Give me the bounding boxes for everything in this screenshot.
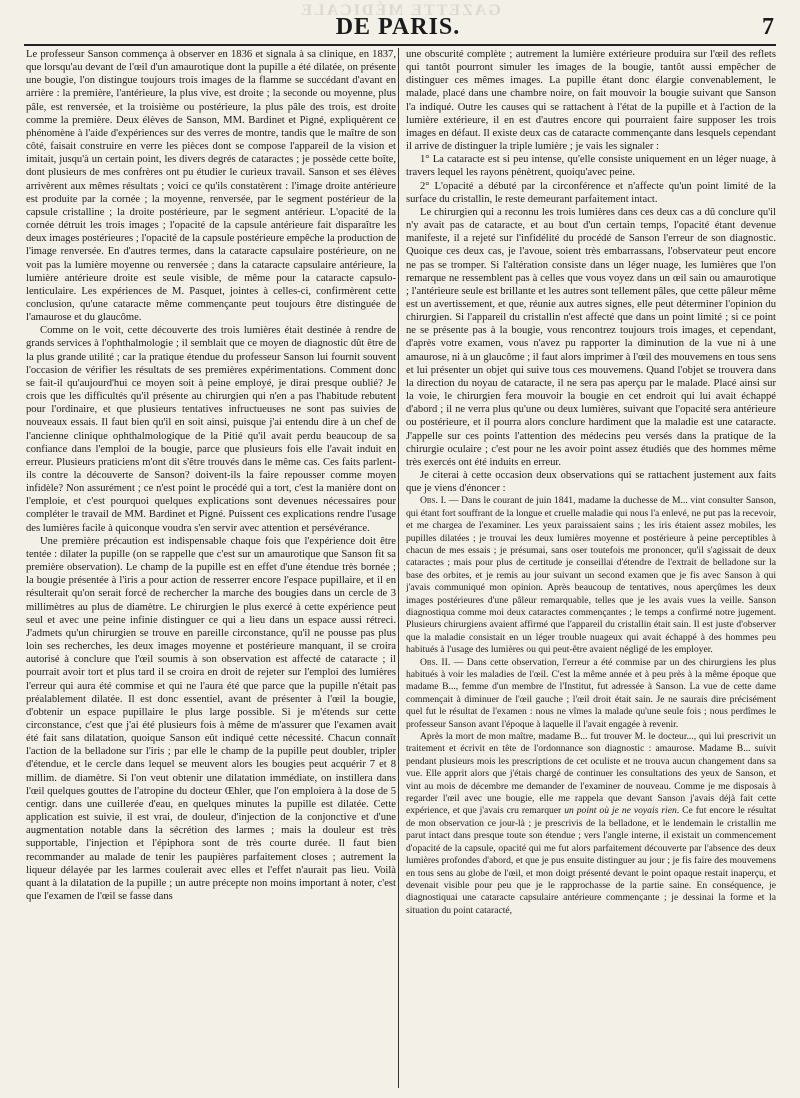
paragraph: Je citerai à cette occasion deux observations qui se rattachent justement aux faits que je viens d'énoncer : [406, 470, 776, 495]
running-title: DE PARIS. [335, 14, 461, 40]
observation-1 [406, 495, 776, 656]
paragraph: Le chirurgien qui a reconnu les trois lumières dans ces deux cas a dû conclure qu'il n'y avait pas de cataracte, et au bout d'un certain temps, l'opacité étant devenue manifeste, il a rejeté sur l'infidélité du procédé de Sanson l'erreur de son diagnostic. Quoique ces deux cas, je l'avoue, soient très embarrassans, l'observateur peut encore ne pas se tromper. Si l'altération consiste dans un léger nuage, les lumières que l'on remarque ne ressemblent pas à celles que vous voyez dans un œil sain ou amaurotique ; l'antérieure seule est brillante et les autres sont tellement pâles, que cette pâleur même est un avertissement, et que, réunie aux autres signes, elle peut déterminer l'opinion du chirurgien. Si l'appareil du cristallin n'est affecté que dans un point limité ; si ce point ne se présente pas à la bougie, vous rencontrez toujours trois images, et cependant, d'après votre examen, vous n'avez pu rapporter la diminution de la vue ni à une amaurose, ni à un glaucôme ; il faut alors imprimer à l'œil des mouvemens en tous sens et lui présenter un objet qui suive tous ces mouvemens. Quand l'objet se trouvera dans la direction du noyau de cataracte, il ne sera pas aperçu par le malade. Placé ainsi sur la voie, le chirurgien fera mouvoir la bougie en cet endroit qui lui avait échappé d'abord ; il ne verra plus qu'une ou deux lumières, suivant que l'opacité sera antérieure ou postérieure, et il pourra alors conclure hardiment que la maladie est une cataracte. J'appelle sur ces points l'attention des médecins peu versés dans la pratique de la chirurgie oculaire ; c'est pour ne les avoir point assez étudiés que des hommes même très exercés ont été induits en erreur. [406, 206, 776, 468]
paragraph: une obscurité complète ; autrement la lumière extérieure produira sur l'œil des reflets qui tantôt pourront simuler les images de la bougie, tantôt aussi empêcher de distinguer ces mêmes images. La pupille étant donc élargie convenablement, le malade, placé dans une chambre noire, on fait mouvoir la bougie suivant que Sanson l'a indiqué. Outre les causes qui se rattachent à l'état de la pupille et à l'action de la lumière extérieure, il en est d'autres encore qui pourraient faire supposer les trois images en défaut. Il existe deux cas de cataracte commençante dans lesquels cependant il arrive de distinguer la triple lumière ; je vais les signaler : [406, 49, 776, 153]
header-rule [24, 44, 776, 46]
page-number: 7 [762, 14, 774, 40]
observation-label: Obs. I. [420, 495, 447, 507]
observation-2-continued [406, 731, 776, 917]
numbered-point: 1° La cataracte est si peu intense, qu'elle consiste uniquement en un léger nuage, à travers lequel les rayons pénètrent, quoiqu'avec peine. [406, 154, 776, 179]
bleed-through-text: GAZETTE MÉDICALE [299, 2, 501, 19]
paragraph: Une première précaution est indispensable chaque fois que l'expérience doit être tentée : dilater la pupille (on se rappelle que c'est sur un amaurotique que Sanson fit sa première observation). Le champ de la pupille est en effet d'une étendue très bornée ; la bougie présentée à l'iris a pour action de resserrer encore l'espace pupillaire, et il en résulterait qu'on serait forcé de rechercher la marche des bougies dans un cercle de 3 millimètres au plus de diamètre. Le chirurgien le plus exercé à cette expérience peut seul et avec une peine infinie distinguer ce qui a lieu dans un espace aussi rétreci. J'admets qu'un chirurgien se trouve en pareille circonstance, qu'il ne pousse pas plus loin ses recherches, les deux images moyenne et postérieure manquant, il se croira autorisé à conclure que l'œil soumis à son observation est affecté de cataracte ; il pourrait avoir tort et plus tard il se croira en droit de rejeter sur l'emploi des lumières l'erreur qui aura été commise et qui ne l'aura été que parce que la pupille n'était pas préalablement dilatée. Il est donc essentiel, avant de présenter à l'œil la bougie, d'obtenir un espace pupillaire le plus large possible. Si je m'étends sur cette circonstance, c'est que j'ai été plusieurs fois à même de m'assurer que l'examen avait été fait sans dilatation, quoique Sanson eût indiqué cette nécessité. Chacun connaît l'action de la belladone sur l'iris ; par elle le champ de la pupille peut doubler, tripler d'étendue, et le cercle dans lequel se meuvent alors les bougies peut acquérir 7 et 8 millim. de diamètre. Si l'on veut obtenir une dilatation immédiate, on instillera dans l'œil quelques gouttes de l'atropine du docteur Œhler, que l'on emploiera à la dose de 5 centigr. dans une cuillerée d'eau, en quelques minutes la pupille est dilatée. Cette application est suivie, il est vrai, de douleur, d'injection de la conjonctive et d'une augmentation notable dans la sécrétion des larmes ; mais la douleur est très supportable, l'injection et l'épiphora sont de très courte durée. Il faut bien recommander au malade de tenir les paupières parfaitement closes ; autrement la liqueur délayée par les larmes coulerait avec elles et l'effet n'aurait pas lieu. Voilà quant à la dilatation de la pupille ; un autre précepte non moins important à noter, c'est que l'examen de l'œil se fasse dans [26, 535, 396, 902]
observation-text: — Dans le courant de juin 1841, madame la duchesse de M... vint consulter Sanson, qui étant fort souffrant de la longue et cruelle maladie qui nous l'a enlevé, ne put pas la recevoir, et me chargea de l'examiner. Les yeux paraissaient sains ; les iris étaient assez mobiles, les pupilles dilatées ; je trouvai les deux lumières moyenne et postérieure à peine perceptibles à chacun de mes essais ; je présumai, sans oser toutefois me prononcer, qu'il s'agissait de deux cataractes ; mais pour plus de certitude je conseillai d'étendre de l'extrait de belladone sur la base des orbites, et je remis au jour suivant un second examen que je fis avec Sanson à qui j'avais communiqué mon opinion. Après beaucoup de tentatives, nous aperçûmes les deux images postérieures d'une pâleur remarquable, telles que je les avais vues la veille. Sanson diagnostiqua comme moi deux cataractes commençantes ; le temps a confirmé notre jugement. Plusieurs chirurgiens avaient affirmé que l'appareil du cristallin était sain. Il est juste d'observer que la maladie consistait en un léger trouble nuageux qui avait échappé à des hommes peu habitués à l'usage des lumières ou qui peut-être avaient négligé de les employer. [406, 495, 776, 656]
column-divider [398, 48, 399, 1088]
italic-quote: un point où je ne voyais rien [564, 805, 677, 817]
page-header [22, 14, 774, 40]
numbered-point: 2° L'opacité a débuté par la circonférence et n'affecte qu'un point limité de la surface du cristallin, le reste demeurant parfaitement intact. [406, 180, 776, 205]
observation-text: — Dans cette observation, l'erreur a été commise par un des chirurgiens les plus habitués à voir les maladies de l'œil. C'est la même année et à peu près à la même époque que madame B..., femme d'un membre de l'Institut, fut adressée à Sanson. La vue de cette dame commençait à diminuer de l'œil gauche ; l'œil droit était sain. Je ne saurais dire précisément quel fut le résultat de l'examen : nous ne vîmes la malade qu'une seule fois ; nous perdîmes le professeur Sanson avant l'époque à laquelle il l'avait engagée à revenir. [406, 656, 776, 730]
right-column [406, 48, 776, 1090]
text-segment: . Ce fut encore le résultat de mon observation ce jour-là ; je prescrivis de la belladone, et le lendemain le cristallin me parut intact dans presque toute son étendue ; vers l'angle interne, il existait un commencement d'opacité de la capsule, opacité qui me fut alors parfaitement découverte par l'absence des deux lumières profondes d'abord, et que je pus ensuite distinguer au jour ; je fis faire des mouvemens en tous sens au globe de l'œil, et mon doigt présenté devant le point opaque restait inaperçu, et devenait visible pour peu que je le rapprochasse de la partie saine. En conséquence, je diagnostiquai une cataracte capsulaire antérieure commençante ; je dessinai la forme et la situation du point cataracté, [406, 805, 776, 916]
paragraph: Comme on le voit, cette découverte des trois lumières était destinée à rendre de grands services à l'ophthalmologie ; il semblait que ce moyen de diagnostic dût être de la plus grande utilité ; car la pratique étendue du professeur Sanson lui fournit souvent l'occasion de vérifier les résultats de ses premières expérimentations. Comment donc se fait-il qu'aujourd'hui ce moyen soit à peine employé, je dirai presque oublié? Je crois que les difficultés qu'il présente au chirurgien qui n'en a pas l'habitude rebutent pour l'ordinaire, et que plusieurs tentatives infructueuses ne sont pas suivies de nouveaux essais. Il faut bien qu'il en soit ainsi, puisque j'ai entendu dire à un chef de l'ancienne clinique ophthalmologique de la Pitié qu'il avait perdu beaucoup de sa confiance dans l'emploi de la bougie, parce que plusieurs fois elle l'avait induit en erreur. Plusieurs praticiens m'ont dit s'être trouvés dans le même cas. Ces faits parlent-ils contre la découverte de Sanson? doivent-ils la faire repousser comme moyen infidèle? Non assurément ; ce n'est point le procédé qui a tort, c'est la manière dont on l'emploie, et c'est pourquoi quelques explications sont devenues nécessaires pour compléter le travail de MM. Bardinet et Pigné. Puissent ces explications rendre l'usage des lumières facile à quiconque voudra s'en servir avec attention et persévérance. [26, 325, 396, 534]
observation-2 [406, 657, 776, 731]
left-column [26, 48, 396, 1090]
text-segment: Après la mort de mon maître, madame B... fut trouver M. le docteur..., qui lui prescrivit un traitement et écrivit en tête de l'ordonnance son diagnostic : amaurose. Madame B... suivit pendant plusieurs mois les prescriptions de cet oculiste et ne trouva aucun changement dans sa vue. Elle apprit alors que j'étais chargé de continuer les consultations des yeux de Sanson, et vint au mois de décembre me demander de l'examiner de nouveau. Comme je me disposais à regarder l'œil avec une bougie, elle me rappela que devant Sanson j'avais déjà fait cette expérience, et que j'avais cru remarquer [406, 731, 776, 817]
observation-label: Obs. II. [420, 656, 451, 668]
paragraph: Le professeur Sanson commença à observer en 1836 et signala à sa clinique, en 1837, que lorsqu'au devant de l'œil d'un amaurotique dont la pupille a été dilatée, on présente une bougie, l'on distingue toujours trois images de la flamme se succédant d'avant en arrière : la première, l'antérieure, la plus vive, est droite ; la seconde ou moyenne, plus pâle, est renversée, et la troisième ou postérieure, la plus pâle des trois, est droite comme la première. Deux élèves de Sanson, MM. Bardinet et Pigné, expliquèrent ce phénomène à l'aide d'expériences sur des verres de montre, tandis que le maître de son côté, faisait construire en verre les pièces dont se compose l'appareil de la vision et imitait, jusqu'à un certain point, les divers degrés de cataractes ; je possède cette boîte, dont plusieurs de mes confrères ont pu étudier le curieux travail. Sanson et ses élèves arrivèrent aux mêmes résultats ; voici ce qu'ils constatèrent : l'image droite antérieure est produite par la cornée ; la moyenne, renversée, par le segment postérieur de la capsule cristalline ; la droite postérieure, par le segment antérieur. L'opacité de la cornée détruit les trois images ; l'opacité de la capsule antérieure fait disparaître les deux images postérieures ; l'opacité de la capsule postérieure empêche la production de l'image renversée. En d'autres termes, dans la cataracte capsulaire postérieure, on ne voit pas la lumière moyenne ou renversée ; dans la cataracte capsulaire antérieure, la lumière antérieure droite est seule visible, de même pour la cataracte capsulo-lenticulaire. Les expériences de M. Pasquet, jointes à celles-ci, confirmèrent cette conclusion, qu'une cataracte même commençante peut toujours être distinguée de l'amaurose et du glaucôme. [26, 49, 396, 324]
